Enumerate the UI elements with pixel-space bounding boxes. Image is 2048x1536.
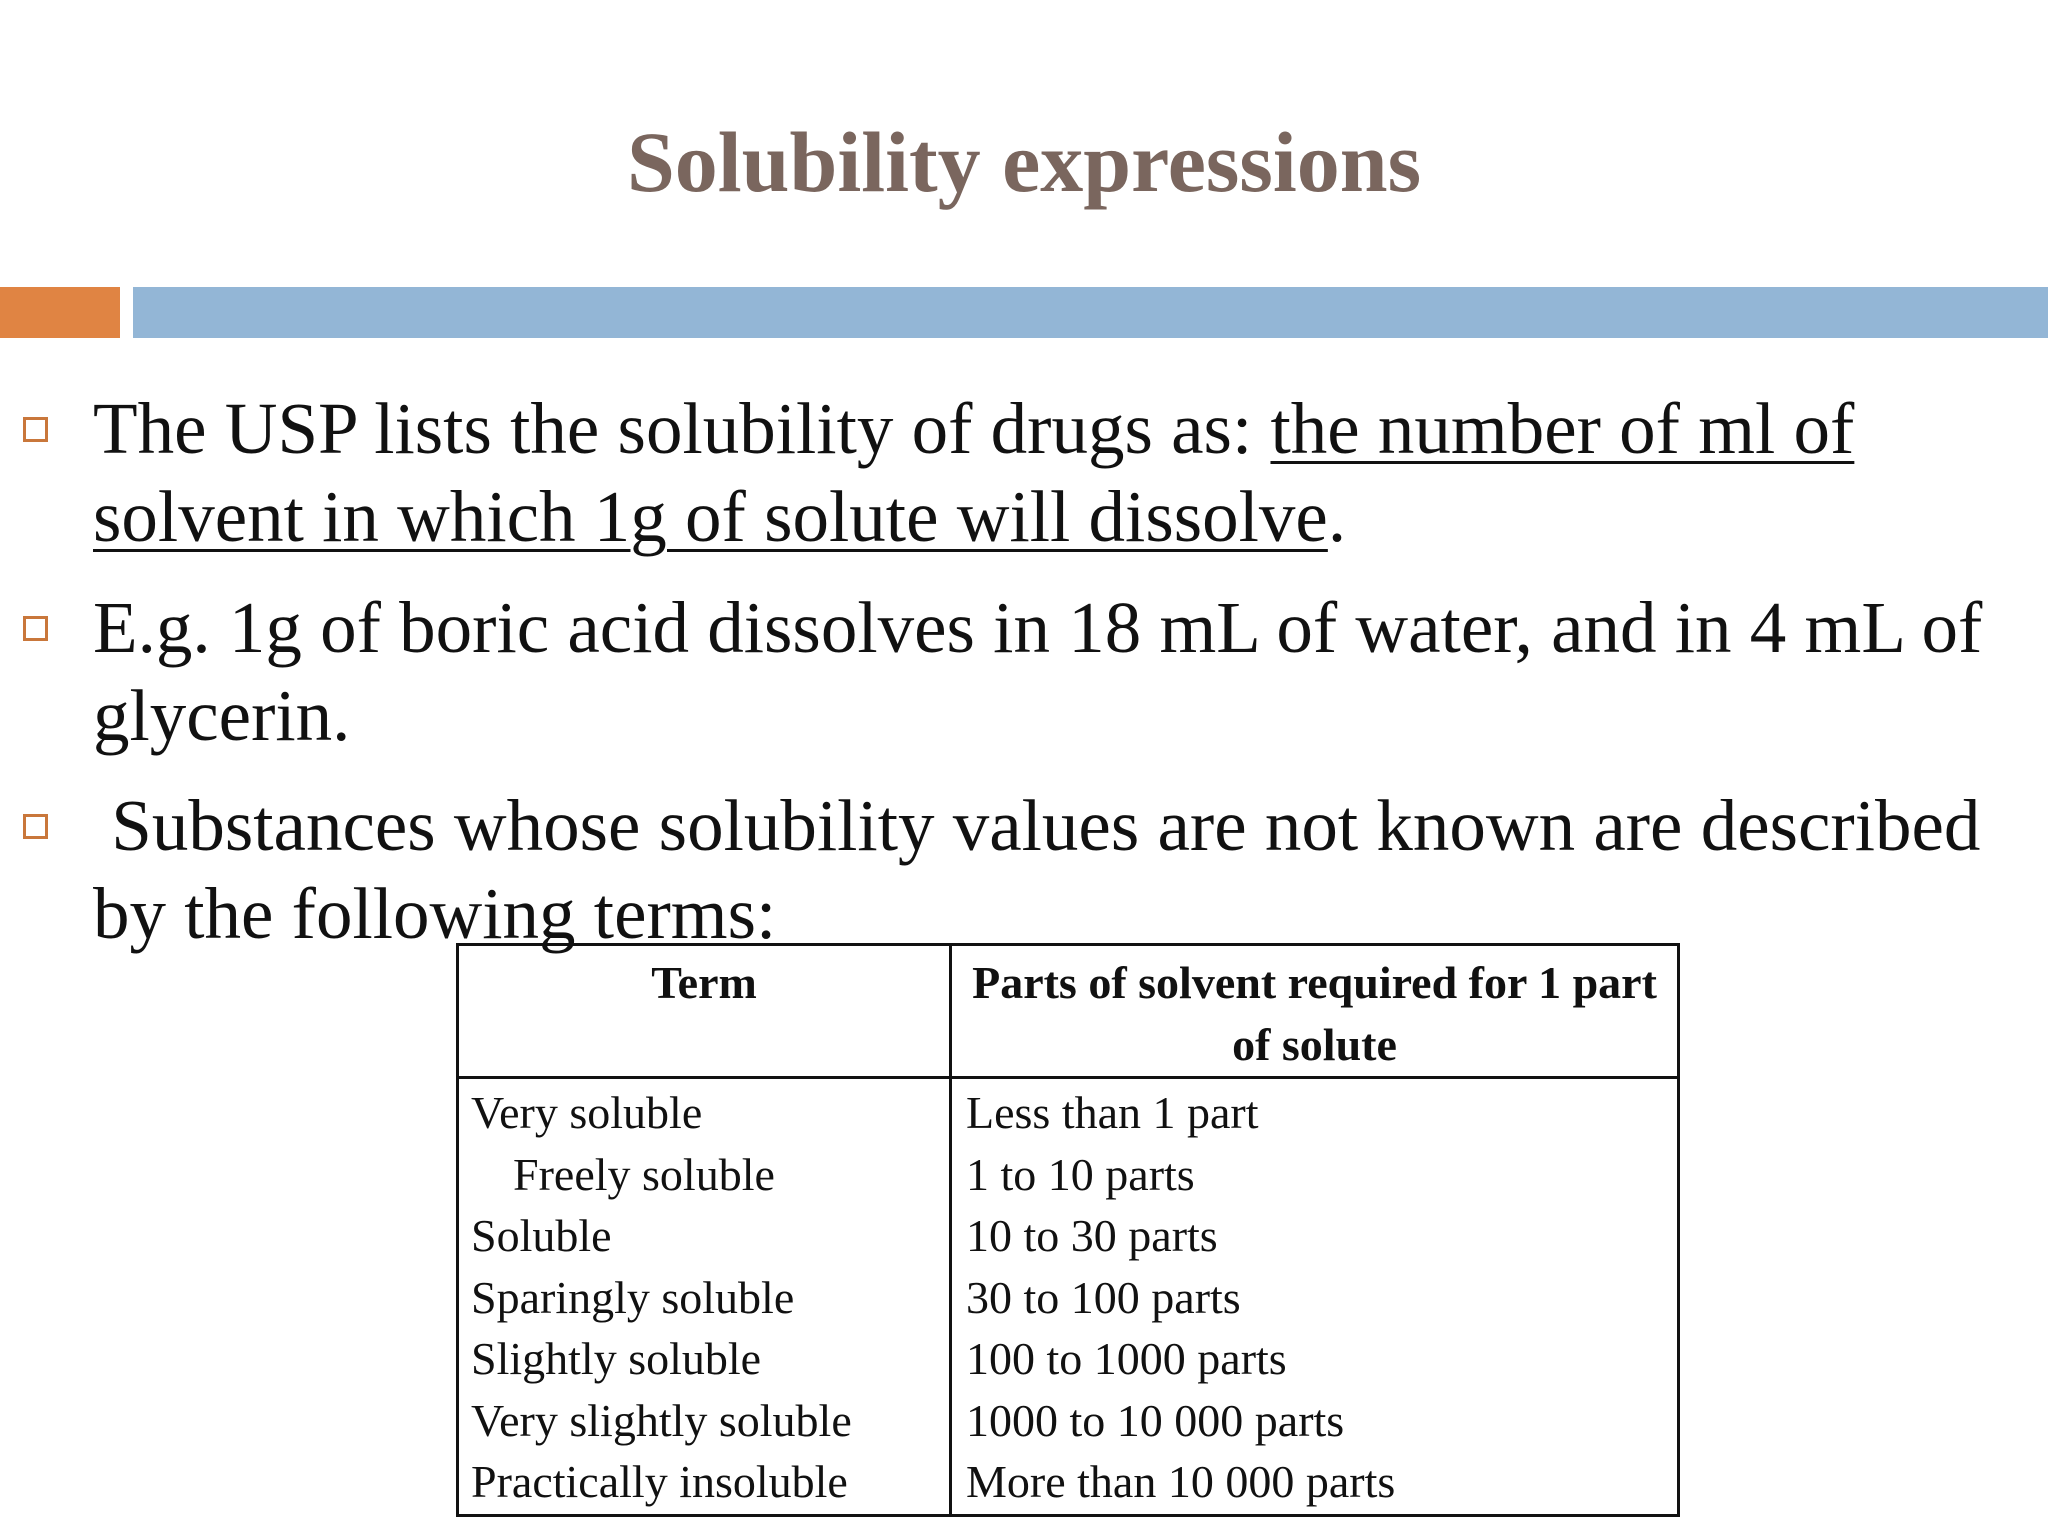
bullet-boric-acid-example — [93, 584, 2013, 760]
term-cell: Sparingly soluble — [471, 1271, 795, 1323]
term-cell: Soluble — [471, 1210, 612, 1261]
bullet-following-terms — [93, 782, 2013, 958]
term-cell: Very slightly soluble — [471, 1394, 852, 1446]
table-header-row — [458, 945, 1679, 1078]
parts-cell: 10 to 30 parts — [966, 1210, 1218, 1261]
parts-cell: 100 to 1000 parts — [966, 1333, 1287, 1384]
parts-column — [951, 1078, 1679, 1516]
parts-cell: Less than 1 part — [966, 1087, 1259, 1138]
accent-bar-blue — [133, 287, 2048, 338]
bullet-text: E.g. 1g of boric acid dissolves in 18 mL of water, and in 4 mL of glycerin. — [93, 587, 1983, 756]
term-cell: Freely soluble — [513, 1148, 775, 1200]
slide-title: Solubility expressions — [626, 114, 1422, 210]
bullet-text: Substances whose solubility values are not known are described by the following terms: — [93, 785, 1999, 954]
bullet-text-suffix: . — [1327, 476, 1347, 557]
term-column — [458, 1078, 951, 1516]
parts-cell: 30 to 100 parts — [966, 1271, 1241, 1323]
term-cell: Very soluble — [471, 1087, 703, 1138]
term-cell: Slightly soluble — [471, 1333, 762, 1384]
square-bullet-icon — [23, 417, 48, 442]
parts-cell: 1000 to 10 000 parts — [966, 1394, 1345, 1446]
parts-cell: 1 to 10 parts — [966, 1148, 1195, 1200]
term-cell: Practically insoluble — [471, 1456, 848, 1507]
bullet-usp-definition — [93, 385, 2013, 561]
parts-cell: More than 10 000 parts — [966, 1456, 1396, 1507]
bullet-text-underlined: the number of ml of solvent in which 1g of solute will dissolve — [93, 388, 1855, 557]
bullet-text-prefix: The USP lists the solubility of drugs as: — [93, 388, 1271, 469]
square-bullet-icon — [23, 814, 48, 839]
header-parts-of-solvent: Parts of solvent required for 1 part of solute — [951, 945, 1679, 1078]
accent-bar-orange — [0, 287, 120, 338]
solubility-terms-table — [456, 943, 1680, 1517]
table-body-row — [458, 1078, 1679, 1516]
square-bullet-icon — [23, 616, 48, 641]
header-term: Term — [458, 945, 951, 1078]
